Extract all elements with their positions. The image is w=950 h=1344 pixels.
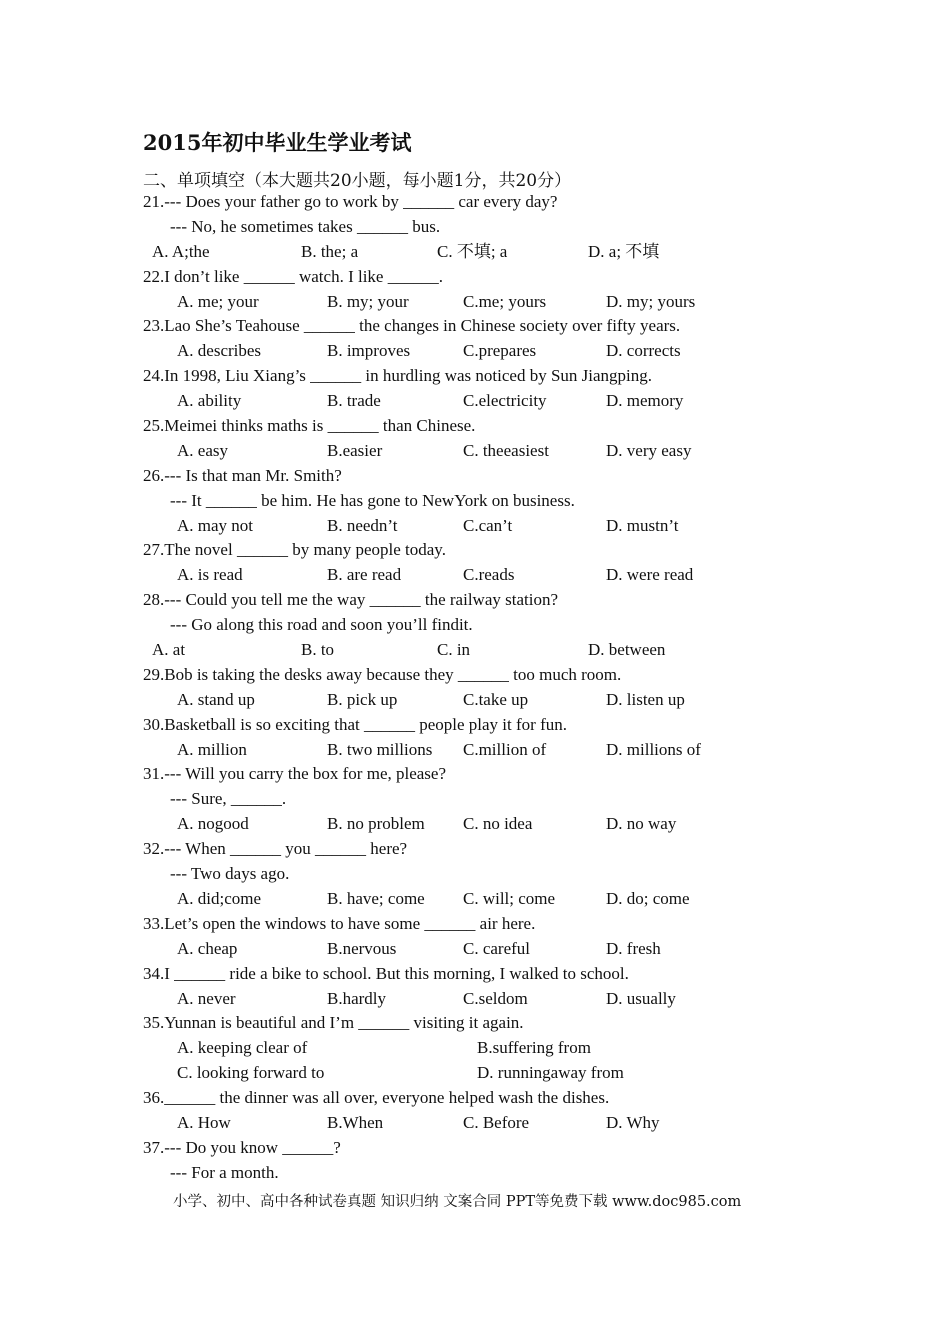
answer-option: B. two millions [327, 739, 433, 759]
question-text: 32.--- When ______ you ______ here? [143, 839, 408, 859]
answer-option: B.When [327, 1112, 384, 1132]
answer-option: B. no problem [327, 814, 425, 834]
answer-option: A. keeping clear of [177, 1038, 308, 1058]
option-row [0, 339, 950, 364]
page-title: 2015年初中毕业生学业考试 [143, 130, 412, 155]
question-stem [0, 464, 950, 489]
question-followup [0, 1161, 950, 1186]
answer-option: D. my; yours [606, 291, 696, 311]
question-text: 36.______ the dinner was all over, everyone helped wash the dishes. [143, 1088, 610, 1108]
option-row [0, 290, 950, 315]
question-text: 35.Yunnan is beautiful and I’m ______ visiting it again. [143, 1013, 524, 1033]
question-stem [0, 962, 950, 987]
question-stem [0, 588, 950, 613]
page-footer: 小学、初中、高中各种试卷真题 知识归纳 文案合同 PPT等免费下载 www.doc985.com [173, 1194, 742, 1210]
answer-option: B. pick up [327, 689, 398, 709]
question-stem [0, 1136, 950, 1161]
answer-option: C. looking forward to [177, 1063, 325, 1083]
section-heading: 二、单项填空（本大题共20小题，每小题1分，共20分） [143, 171, 572, 191]
question-text: 26.--- Is that man Mr. Smith? [143, 465, 342, 485]
answer-option: D. a; 不填 [588, 241, 660, 261]
answer-option: C.reads [463, 565, 515, 585]
question-text: 33.Let’s open the windows to have some ______ air here. [143, 913, 536, 933]
answer-option: D. fresh [606, 938, 661, 958]
option-row [0, 1111, 950, 1136]
dialogue-line: --- Go along this road and soon you’ll findit. [170, 615, 473, 635]
option-row [0, 439, 950, 464]
question-stem [0, 663, 950, 688]
answer-option: B. my; your [327, 291, 409, 311]
option-row [0, 638, 950, 663]
answer-option: D. very easy [606, 440, 692, 460]
question-text: 22.I don’t like ______ watch. I like ______. [143, 266, 443, 286]
answer-option: A. did;come [177, 888, 262, 908]
answer-option: C. theeasiest [463, 440, 549, 460]
question-text: 23.Lao She’s Teahouse ______ the changes in Chinese society over fifty years. [143, 316, 681, 336]
option-row [0, 563, 950, 588]
question-stem [0, 414, 950, 439]
question-list [0, 190, 950, 1186]
answer-option: D. millions of [606, 739, 701, 759]
answer-option: C.take up [463, 689, 529, 709]
answer-option: D. corrects [606, 341, 681, 361]
question-stem [0, 1011, 950, 1036]
option-row [0, 937, 950, 962]
answer-option: C.million of [463, 739, 547, 759]
answer-option: C.me; yours [463, 291, 547, 311]
answer-option: C. no idea [463, 814, 533, 834]
answer-option: A. nogood [177, 814, 249, 834]
answer-option: C. Before [463, 1112, 530, 1132]
option-row [0, 389, 950, 414]
question-text: 27.The novel ______ by many people today. [143, 540, 446, 560]
answer-option: B. have; come [327, 888, 425, 908]
question-stem [0, 314, 950, 339]
answer-option: B.nervous [327, 938, 397, 958]
question-stem [0, 713, 950, 738]
answer-option: A. How [177, 1112, 231, 1132]
answer-option: B. trade [327, 391, 381, 411]
answer-option: B.suffering from [477, 1038, 591, 1058]
question-text: 25.Meimei thinks maths is ______ than Chinese. [143, 416, 476, 436]
answer-option: B.hardly [327, 988, 387, 1008]
answer-option: B. needn’t [327, 515, 398, 535]
option-row [0, 887, 950, 912]
answer-option: B. the; a [301, 241, 359, 261]
question-followup [0, 862, 950, 887]
answer-option: D. mustn’t [606, 515, 679, 535]
option-row [0, 1036, 950, 1061]
answer-option: D. no way [606, 814, 677, 834]
answer-option: A. may not [177, 515, 254, 535]
answer-option: C. will; come [463, 888, 556, 908]
answer-option: D. usually [606, 988, 676, 1008]
question-text: 28.--- Could you tell me the way ______ the railway station? [143, 590, 558, 610]
question-stem [0, 1086, 950, 1111]
dialogue-line: --- For a month. [170, 1162, 279, 1182]
question-followup [0, 489, 950, 514]
answer-option: C. in [437, 640, 471, 660]
answer-option: D. listen up [606, 689, 685, 709]
question-stem [0, 190, 950, 215]
answer-option: C.can’t [463, 515, 513, 535]
question-text: 21.--- Does your father go to work by ______ car every day? [143, 192, 558, 211]
answer-option: A. easy [177, 440, 228, 460]
option-row [0, 240, 950, 265]
answer-option: B. improves [327, 341, 411, 361]
answer-option: A. describes [177, 341, 262, 361]
answer-option: B.easier [327, 440, 383, 460]
answer-option: D. runningaway from [477, 1063, 624, 1083]
answer-option: A. stand up [177, 689, 255, 709]
question-text: 31.--- Will you carry the box for me, please? [143, 764, 447, 784]
answer-option: D. were read [606, 565, 694, 585]
question-stem [0, 912, 950, 937]
answer-option: A. is read [177, 565, 243, 585]
answer-option: B. are read [327, 565, 402, 585]
answer-option: A. A;the [152, 241, 210, 261]
dialogue-line: --- Sure, ______. [170, 789, 287, 809]
option-row [0, 738, 950, 763]
option-row [0, 812, 950, 837]
answer-option: C.seldom [463, 988, 528, 1008]
question-text: 24.In 1998, Liu Xiang’s ______ in hurdling was noticed by Sun Jiangping. [143, 366, 653, 386]
question-stem [0, 265, 950, 290]
dialogue-line: --- It ______ be him. He has gone to NewYork on business. [170, 490, 575, 510]
dialogue-line: --- No, he sometimes takes ______ bus. [170, 216, 441, 236]
answer-option: C.electricity [463, 391, 547, 411]
answer-option: D. between [588, 640, 666, 660]
question-stem [0, 538, 950, 563]
answer-option: D. do; come [606, 888, 690, 908]
answer-option: A. never [177, 988, 236, 1008]
answer-option: A. ability [177, 391, 242, 411]
question-text: 30.Basketball is so exciting that ______ people play it for fun. [143, 714, 567, 734]
question-stem [0, 364, 950, 389]
question-stem [0, 837, 950, 862]
question-followup [0, 215, 950, 240]
answer-option: B. to [301, 640, 335, 660]
question-followup [0, 787, 950, 812]
question-text: 37.--- Do you know ______? [143, 1137, 341, 1157]
answer-option: A. cheap [177, 938, 238, 958]
option-row [0, 987, 950, 1012]
answer-option: C. 不填; a [437, 241, 508, 261]
answer-option: D. Why [606, 1112, 660, 1132]
option-row [0, 688, 950, 713]
answer-option: A. at [152, 640, 186, 660]
question-text: 34.I ______ ride a bike to school. But this morning, I walked to school. [143, 963, 629, 983]
question-stem [0, 762, 950, 787]
question-followup [0, 613, 950, 638]
answer-option: A. million [177, 739, 247, 759]
answer-option: C. careful [463, 938, 531, 958]
dialogue-line: --- Two days ago. [170, 864, 290, 884]
answer-option: A. me; your [177, 291, 259, 311]
answer-option: D. memory [606, 391, 684, 411]
option-row [0, 1061, 950, 1086]
question-text: 29.Bob is taking the desks away because they ______ too much room. [143, 664, 622, 684]
option-row [0, 514, 950, 539]
answer-option: C.prepares [463, 341, 537, 361]
